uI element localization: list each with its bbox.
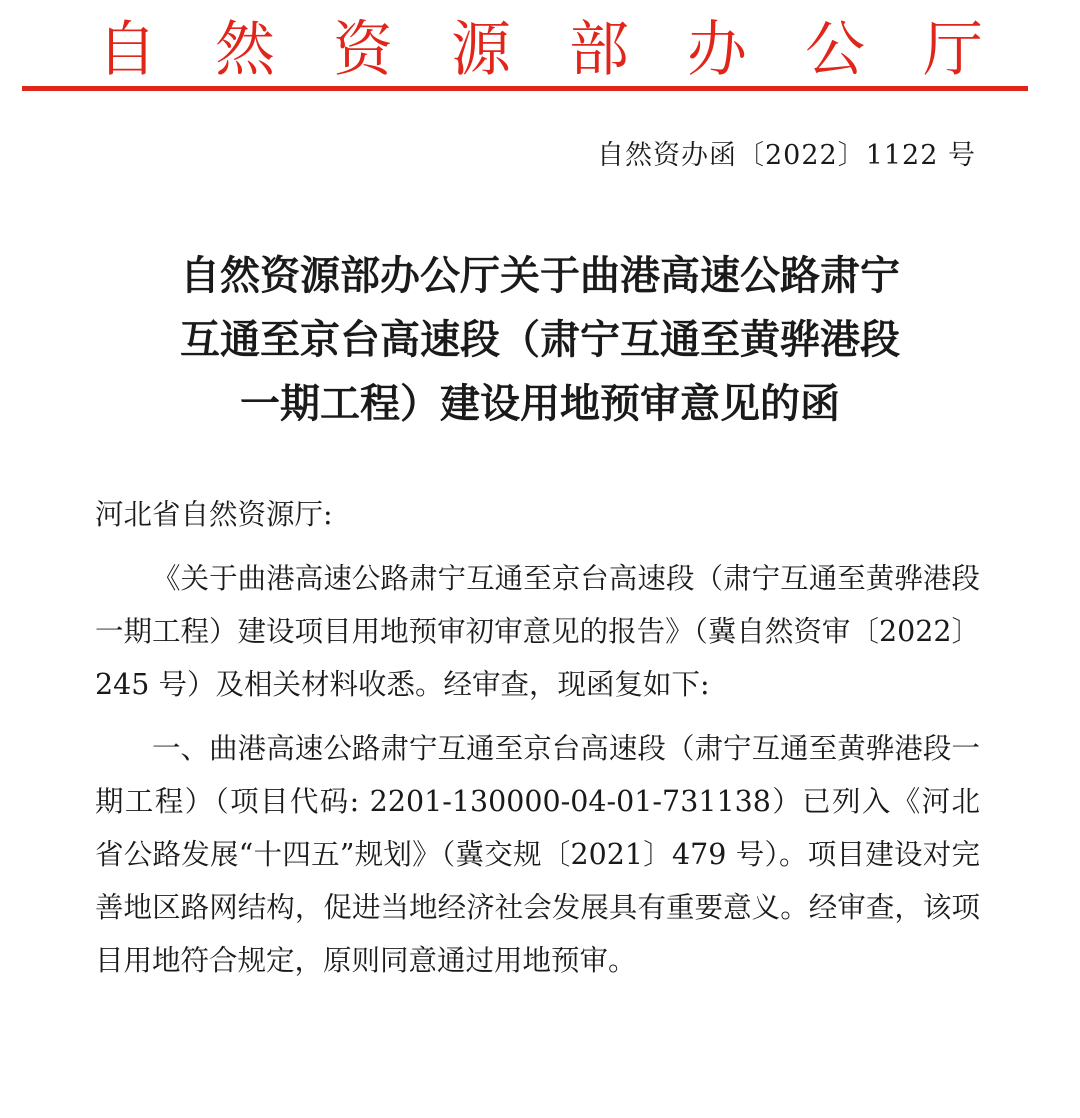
paragraph-2: 一、曲港高速公路肃宁互通至京台高速段（肃宁互通至黄骅港段一期工程）（项目代码: 2201-130000-04-01-731138）已列入《河北省公路发展“十四五”规划》（冀交规〔2021〕479 号）。项目建设对完善地区路网结构，促进当地经济社会发展具有重要意义。经审查，该项目用地符合规定，原则同意通过用地预审。	[95, 732, 980, 977]
document-body	[95, 488, 980, 987]
document-title	[90, 244, 990, 436]
title-line-1: 自然资源部办公厅关于曲港高速公路肃宁	[180, 253, 900, 299]
paragraph-1: 《关于曲港高速公路肃宁互通至京台高速段（肃宁互通至黄骅港段一期工程）建设项目用地预审初审意见的报告》（冀自然资审〔2022〕245 号）及相关材料收悉。经审查，现函复如下:	[95, 562, 980, 701]
red-divider-line	[22, 86, 1028, 91]
document-number: 自然资办函〔2022〕1122 号	[596, 140, 976, 171]
salutation: 河北省自然资源厅:	[95, 498, 333, 531]
title-line-2: 互通至京台高速段（肃宁互通至黄骅港段	[180, 317, 900, 363]
issuer-header: 自然资源部办公厅	[97, 15, 1041, 85]
title-line-3: 一期工程）建设用地预审意见的函	[240, 381, 840, 427]
